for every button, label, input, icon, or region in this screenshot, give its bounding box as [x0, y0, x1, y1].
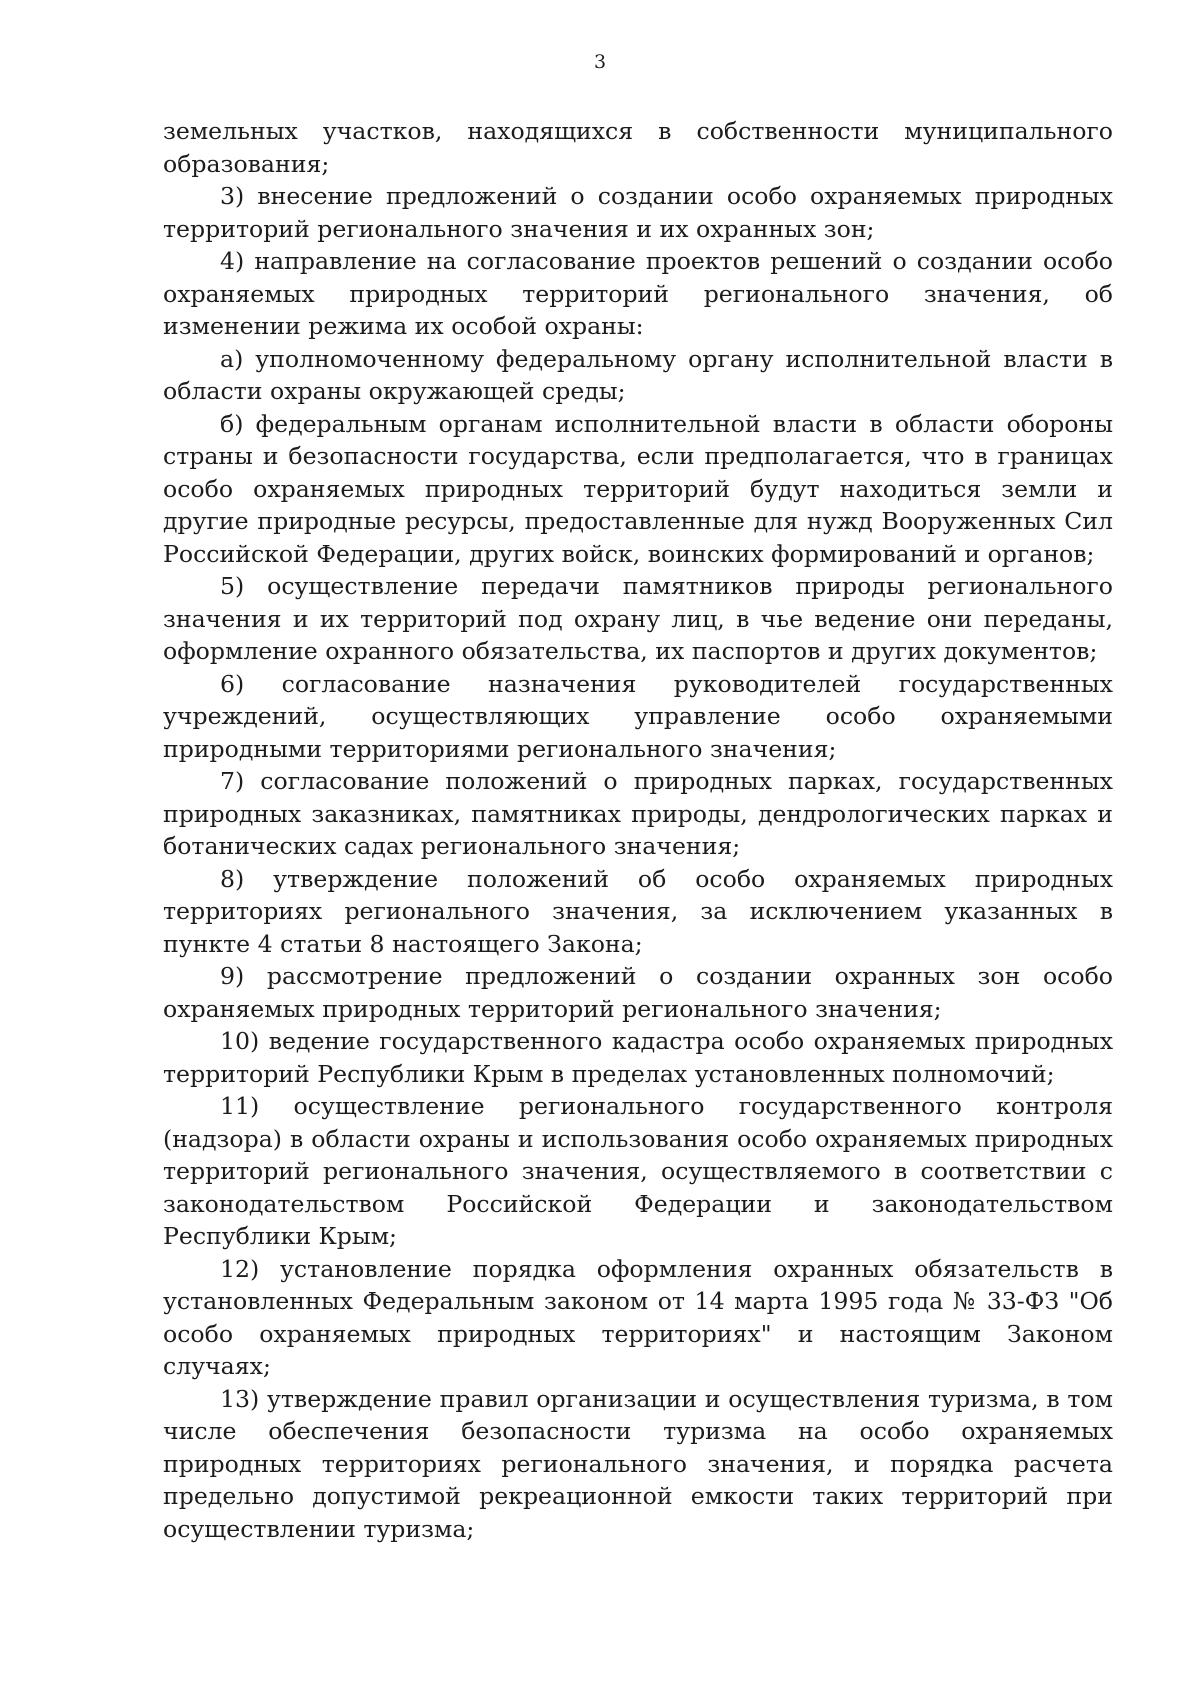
paragraph-item-6: 6) согласование назначения руководителей государственных учреждений, осуществляющих управление особо охраняемыми природными территориями регионального значения;: [163, 669, 1113, 763]
paragraph-item-11: 11) осуществление регионального государственного контроля (надзора) в области охраны и использования особо охраняемых природных территорий регионального значения, осуществляемого в соответствии с законодательством Российской Федерации и законодательством Республики Крым;: [163, 1092, 1113, 1250]
paragraph-item-4: 4) направление на согласование проектов решений о создании особо охраняемых природных территорий регионального значения, об изменении режима их особой охраны:: [163, 247, 1113, 340]
paragraph-continuation: земельных участков, находящихся в собственности муниципального образования;: [163, 117, 1113, 178]
page-number: 3: [593, 51, 607, 73]
document-body: [163, 115, 1113, 1545]
paragraph-item-10: 10) ведение государственного кадастра особо охраняемых природных территорий Республики Крым в пределах установленных полномочий;: [163, 1027, 1113, 1088]
paragraph-item-3: 3) внесение предложений о создании особо охраняемых природных территорий регионального значения и их охранных зон;: [163, 182, 1113, 243]
paragraph-subitem-a: а) уполномоченному федеральному органу исполнительной власти в области охраны окружающей среды;: [163, 344, 1113, 405]
paragraph-item-9: 9) рассмотрение предложений о создании охранных зон особо охраняемых природных территорий регионального значения;: [163, 962, 1113, 1023]
paragraph-item-12: 12) установление порядка оформления охранных обязательств в установленных Федеральным законом от 14 марта 1995 года № 33-ФЗ "Об особо охраняемых природных территориях" и настоящим Законом случаях;: [163, 1254, 1113, 1380]
paragraph-item-5: 5) осуществление передачи памятников природы регионального значения и их территорий под охрану лиц, в чье ведение они переданы, оформление охранного обязательства, их паспортов и других документов;: [163, 572, 1113, 665]
paragraph-item-7: 7) согласование положений о природных парках, государственных природных заказниках, памятниках природы, дендрологических парках и ботанических садах регионального значения;: [163, 767, 1113, 860]
paragraph-item-8: 8) утверждение положений об особо охраняемых природных территориях регионального значения, за исключением указанных в пункте 4 статьи 8 настоящего Закона;: [163, 864, 1113, 958]
paragraph-subitem-b: б) федеральным органам исполнительной власти в области обороны страны и безопасности государства, если предполагается, что в границах особо охраняемых природных территорий будут находиться земли и другие природные ресурсы, предоставленные для нужд Вооруженных Сил Российской Федерации, других войск, воинских формирований и органов;: [163, 409, 1113, 568]
paragraph-item-13: 13) утверждение правил организации и осуществления туризма, в том числе обеспечения безопасности туризма на особо охраняемых природных территориях регионального значения, и порядка расчета предельно допустимой рекреационной емкости таких территорий при осуществлении туризма;: [163, 1384, 1113, 1543]
